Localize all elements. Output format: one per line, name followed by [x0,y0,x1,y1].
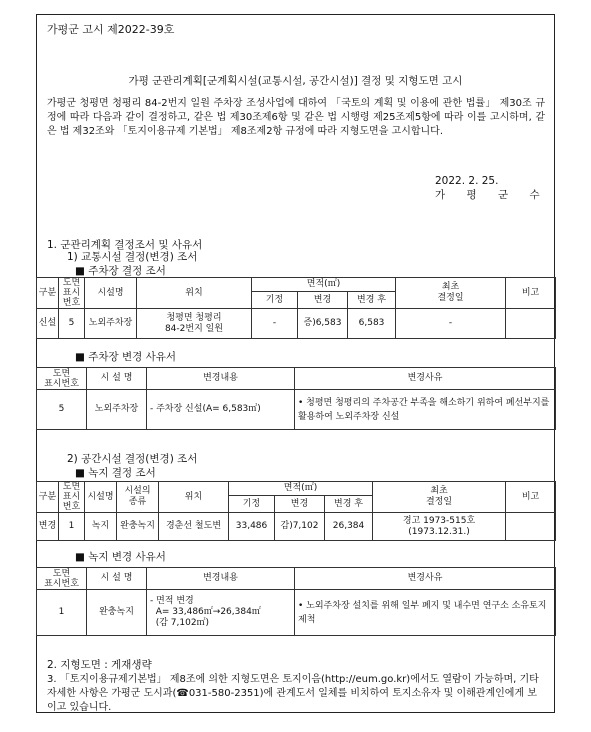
header-area: 면적(㎡) [252,278,396,292]
header-first-decision: 최초 결정일 [373,482,506,513]
table-row [37,390,556,430]
cell-reason: • 청평면 청평리의 주차공간 부족을 해소하기 위하여 폐선부지를 활용하여 노외주차장 신설 [295,390,556,430]
header-after: 변경 후 [348,292,396,309]
cell-kind: 완충녹지 [117,513,159,541]
cell-type: 신설 [37,309,59,339]
header-reason: 변경사유 [295,368,556,390]
footer-notice: 3. 「토지이용규제기본법」 제8조에 의한 지형도면은 토지이음(http://eum.go.kr)에서도 열람이 가능하며, 기타 자세한 사항은 가평군 도시과(☎031-580-2351)에 관계도서 일체를 비치하여 토지소유자 및 이해관계인에게 보이고 있습니다. [47,674,539,713]
green-decision-table [36,481,556,541]
header-map-number: 도면 표시 번호 [59,278,85,309]
footer-map: 2. 지형도면 : 게재생략 [47,659,152,671]
section-1-heading: 1. 군관리계획 결정조서 및 사유서 [47,239,203,251]
header-content: 변경내용 [147,368,295,390]
cell-location: 청평면 청평리 84-2번지 일원 [137,309,252,339]
notice-date: 2022. 2. 25. [435,175,499,187]
cell-existing: - [252,309,298,339]
header-change: 변경 [298,292,348,309]
table-row [37,590,556,636]
cell-map-number: 1 [59,513,85,541]
notice-body: 가평군 청평면 청평리 84-2번지 일원 주차장 조성사업에 대하여 「국토의 계획 및 이용에 관한 법률」 제30조 규정에 따라 다음과 같이 결정하고, 같은 법 제30조제6항 및 같은 법 시행령 제25조제5항에 따라 이를 고시하며, 같은 법 제32조와 「토지이용규제 기본법」 제8조제2항 규정에 따라 지형도면을 고시합니다. [47,98,545,137]
header-map-number: 도면 표시번호 [37,368,87,390]
cell-facility: 완충녹지 [87,590,147,636]
notice-number: 가평군 고시 제2022-39호 [47,23,175,36]
header-type: 구분 [37,278,59,309]
cell-change: 감)7,102 [275,513,325,541]
header-first-decision: 최초 결정일 [396,278,506,309]
cell-reason: • 노외주차장 설치를 위해 일부 폐지 및 내수면 연구소 소유토지 제척 [295,590,556,636]
header-location: 위치 [137,278,252,309]
table-row [37,513,556,541]
cell-remark [506,309,556,339]
header-remark: 비고 [506,278,556,309]
cell-map-number: 1 [37,590,87,636]
section-1-1-heading: 1) 교통시설 결정(변경) 조서 [67,251,198,263]
notice-title: 가평 군관리계획[군계획시설(교통시설, 공간시설)] 결정 및 지형도면 고시 [128,75,463,87]
section-1-2-heading: 2) 공간시설 결정(변경) 조서 [67,453,198,465]
cell-first-decision: - [396,309,506,339]
parking-change-heading: ■ 주차장 변경 사유서 [75,351,177,363]
cell-remark [506,513,556,541]
green-change-heading: ■ 녹지 변경 사유서 [75,551,166,563]
table-row [37,309,556,339]
cell-existing: 33,486 [229,513,275,541]
cell-change: 증)6,583 [298,309,348,339]
header-type: 구분 [37,482,59,513]
header-reason: 변경사유 [295,568,556,590]
header-location: 위치 [159,482,229,513]
header-remark: 비고 [506,482,556,513]
notice-page [36,14,555,713]
header-kind: 시설의 종류 [117,482,159,513]
parking-decision-heading: ■ 주차장 결정 조서 [75,265,166,277]
cell-after: 26,384 [325,513,373,541]
header-area: 면적(㎡) [229,482,373,496]
cell-facility: 노외주차장 [87,390,147,430]
header-facility: 시 설 명 [87,568,147,590]
cell-location: 경춘선 철도변 [159,513,229,541]
notice-issuer: 가 평 군 수 [435,189,549,201]
cell-map-number: 5 [37,390,87,430]
header-content: 변경내용 [147,568,295,590]
cell-after: 6,583 [348,309,396,339]
cell-map-number: 5 [59,309,85,339]
header-after: 변경 후 [325,496,373,513]
green-change-table [36,567,556,636]
header-existing: 기정 [229,496,275,513]
header-existing: 기정 [252,292,298,309]
cell-type: 변경 [37,513,59,541]
header-map-number: 도면 표시 번호 [59,482,85,513]
cell-first-decision: 경고 1973-515호 (1973.12.31.) [373,513,506,541]
header-facility: 시설명 [85,278,137,309]
parking-change-table [36,367,556,430]
cell-content: - 주차장 신설(A= 6,583㎡) [147,390,295,430]
green-decision-heading: ■ 녹지 결정 조서 [75,467,156,479]
parking-decision-table [36,277,556,339]
header-change: 변경 [275,496,325,513]
cell-facility: 노외주차장 [85,309,137,339]
header-facility: 시설명 [85,482,117,513]
cell-facility: 녹지 [85,513,117,541]
header-facility: 시 설 명 [87,368,147,390]
cell-content: - 면적 변경 A= 33,486㎡→26,384㎡ (감 7,102㎡) [147,590,295,636]
header-map-number: 도면 표시번호 [37,568,87,590]
